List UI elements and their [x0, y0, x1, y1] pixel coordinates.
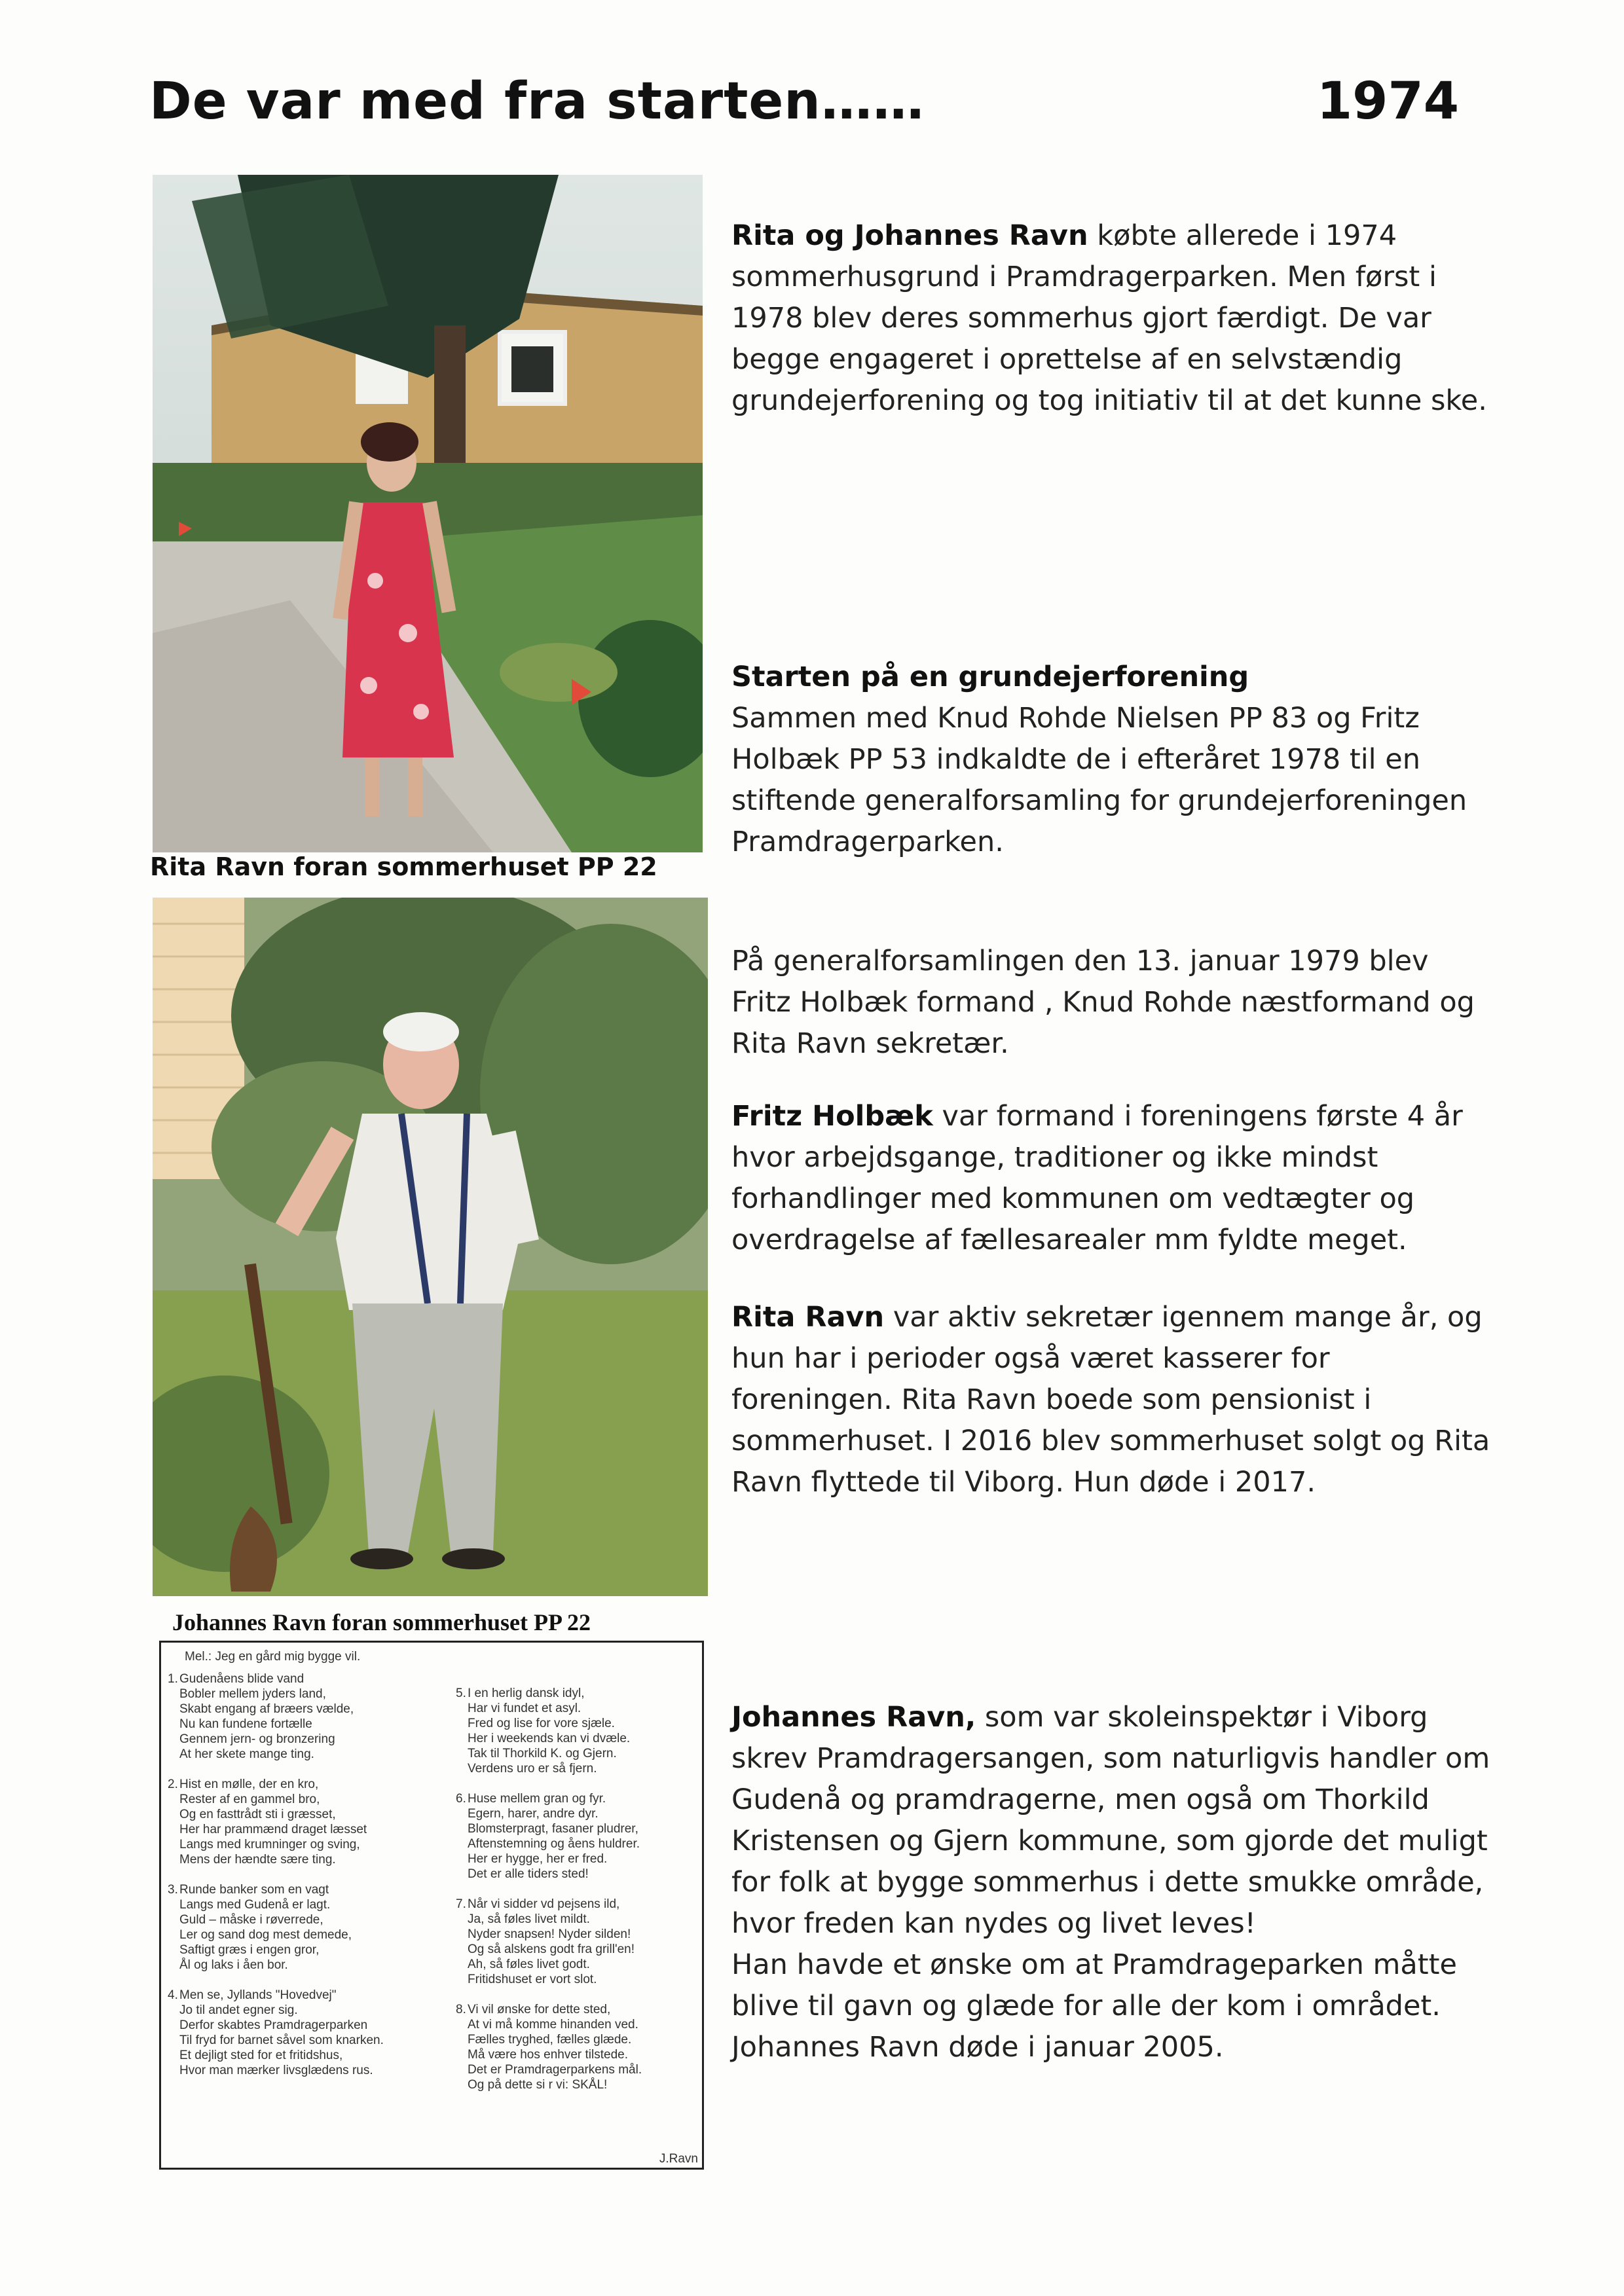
intro-names: Rita og Johannes Ravn: [731, 219, 1088, 252]
verse-number: 2.: [168, 1777, 178, 1791]
song-verse: [168, 1882, 430, 1973]
verse-lines: Huse mellem gran og fyr. Egern, harer, andre dyr. Blomsterpragt, fasaner pludrer, Aftenstemning og åens huldrer. Her er hygge, her er fred. Det er alle tiders sted!: [468, 1792, 640, 1881]
johannes-name: Johannes Ravn,: [731, 1701, 976, 1734]
song-signature: J.Ravn: [659, 2152, 698, 2166]
verse-number: 3.: [168, 1883, 178, 1897]
fritz-paragraph: [731, 1096, 1491, 1261]
johannes-text-2: Han havde et ønske om at Pramdrageparken måtte blive til gavn og glæde for alle der kom i området.: [731, 1948, 1457, 2022]
verse-lines: Runde banker som en vagt Langs med Gudenå er lagt. Guld – måske i røverrede, Ler og sand dog mest demede, Saftigt græs i engen gror, Ål og laks i åen bor.: [179, 1883, 352, 1972]
page-title: De var med fra starten……: [149, 72, 925, 131]
johannes-text: som var skoleinspektør i Viborg skrev Pramdragersangen, som naturligvis handler om Gudenå og pramdragerne, men også om Thorkild Kristensen og Gjern kommune, som gjorde det muligt for folk at bygge sommerhus i dette smukke område, hvor freden kan nydes og livet leves!: [731, 1701, 1490, 1940]
song-box: [159, 1641, 704, 2170]
verse-lines: Hist en mølle, der en kro, Rester af en gammel bro, Og en fasttrådt sti i græsset, Her har prammænd draget læsset Langs med krumninger og sving, Mens der hændte sære ting.: [179, 1777, 367, 1867]
verse-number: 7.: [456, 1897, 466, 1911]
verse-number: 4.: [168, 1988, 178, 2002]
johannes-photo-caption: Johannes Ravn foran sommerhuset PP 22: [172, 1609, 591, 1635]
assembly-paragraph: [731, 941, 1491, 1065]
rita-text: var aktiv sekretær igennem mange år, og hun har i perioder også været kasserer for foreningen. Rita Ravn boede som pensionist i sommerhuset. I 2016 blev sommerhuset solgt og Rita Ravn flyttede til Viborg. Hun døde i 2017.: [731, 1301, 1490, 1499]
song-verse: [456, 1791, 718, 1882]
assembly-text: På generalforsamlingen den 13. januar 1979 blev Fritz Holbæk formand , Knud Rohde næstformand og Rita Ravn sekretær.: [731, 945, 1475, 1060]
song-verse: [456, 1686, 718, 1776]
rita-name: Rita Ravn: [731, 1301, 885, 1334]
intro-text: købte allerede i 1974 sommerhusgrund i Pramdragerparken. Men først i 1978 blev deres sommerhus gjort færdigt. De var begge engageret i oprettelse af en selvstændig grundejerforening og tog initiativ til at det kunne ske.: [731, 219, 1487, 417]
rita-photo: [153, 175, 703, 852]
johannes-text-3: Johannes Ravn døde i januar 2005.: [731, 2031, 1224, 2064]
song-column-right: [456, 1686, 718, 2107]
page-year: 1974: [1316, 72, 1459, 131]
founding-paragraph: [731, 657, 1491, 863]
fritz-name: Fritz Holbæk: [731, 1100, 933, 1133]
song-verse: [168, 1777, 430, 1867]
verse-number: 5.: [456, 1686, 466, 1700]
song-verse: [456, 1897, 718, 1987]
verse-number: 6.: [456, 1792, 466, 1806]
song-verse: [168, 1671, 430, 1762]
rita-paragraph: [731, 1297, 1491, 1503]
song-verse: [168, 1988, 430, 2078]
johannes-paragraph: [731, 1697, 1491, 2068]
founding-text: Sammen med Knud Rohde Nielsen PP 83 og Fritz Holbæk PP 53 indkaldte de i efteråret 1978 til en stiftende generalforsamling for grundejerforeningen Pramdragerparken.: [731, 702, 1467, 858]
verse-lines: Når vi sidder vd pejsens ild, Ja, så føles livet mildt. Nyder snapsen! Nyder silden! Og så alskens godt fra grill'en! Ah, så føles livet godt. Fritidshuset er vort slot.: [468, 1897, 635, 1986]
song-column-left: [168, 1671, 430, 2093]
verse-number: 8.: [456, 2003, 466, 2016]
founding-heading: Starten på en grundejerforening: [731, 661, 1249, 693]
song-verse: [456, 2002, 718, 2092]
verse-number: 1.: [168, 1672, 178, 1686]
intro-paragraph: [731, 215, 1491, 422]
song-melody: Mel.: Jeg en gård mig bygge vil.: [185, 1650, 361, 1664]
verse-lines: Vi vil ønske for dette sted, At vi må komme hinanden ved. Fælles tryghed, fælles glæde. Må være hos enhver tilstede. Det er Pramdragerparkens mål. Og på dette si r vi: SKÅL!: [468, 2003, 642, 2092]
johannes-photo: [153, 898, 708, 1596]
rita-photo-caption: Rita Ravn foran sommerhuset PP 22: [150, 852, 657, 881]
verse-lines: Gudenåens blide vand Bobler mellem jyders land, Skabt engang af bræers vælde, Nu kan fundene fortælle Gennem jern- og bronzering At her skete mange ting.: [179, 1672, 354, 1761]
fritz-text: var formand i foreningens første 4 år hvor arbejdsgange, traditioner og ikke mindst forhandlinger med kommunen om vedtægter og overdragelse af fællesarealer mm fyldte meget.: [731, 1100, 1463, 1256]
verse-lines: I en herlig dansk idyl, Har vi fundet et asyl. Fred og lise for vore sjæle. Her i weekends kan vi dvæle. Tak til Thorkild K. og Gjern. Verdens uro er så fjern.: [468, 1686, 631, 1776]
verse-lines: Men se, Jyllands "Hovedvej" Jo til andet egner sig. Derfor skabtes Pramdragerparken Til fryd for barnet såvel som knarken. Et dejligt sted for et fritidshus, Hvor man mærker livsglædens rus.: [179, 1988, 384, 2077]
